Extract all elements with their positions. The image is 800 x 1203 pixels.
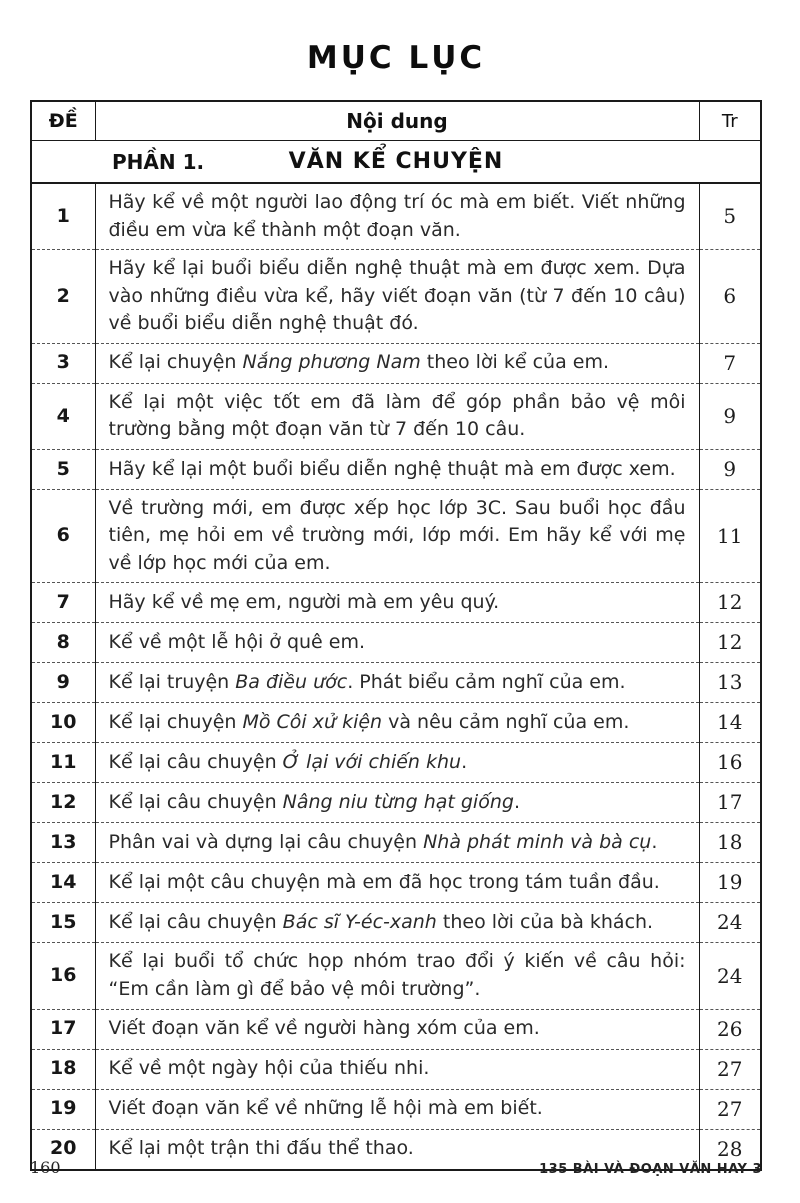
row-number: 16 bbox=[31, 943, 95, 1009]
row-page: 5 bbox=[699, 183, 761, 250]
row-number: 19 bbox=[31, 1089, 95, 1129]
row-content: Kể lại câu chuyện Nâng niu từng hạt giống. bbox=[95, 783, 699, 823]
row-page: 11 bbox=[699, 489, 761, 583]
row-content: Kể lại câu chuyện Bác sĩ Y-éc-xanh theo lời của bà khách. bbox=[95, 903, 699, 943]
table-row bbox=[31, 663, 761, 703]
row-content: Hãy kể về một người lao động trí óc mà em biết. Viết những điều em vừa kể thành một đoạn văn. bbox=[95, 183, 699, 250]
table-row bbox=[31, 449, 761, 489]
section-header-row bbox=[31, 141, 761, 184]
row-number: 15 bbox=[31, 903, 95, 943]
row-number: 20 bbox=[31, 1129, 95, 1170]
page-footer bbox=[30, 1158, 762, 1177]
section-title: VĂN KỂ CHUYỆN bbox=[288, 149, 504, 174]
footer-page-number: 160 bbox=[30, 1158, 61, 1177]
table-row bbox=[31, 823, 761, 863]
table-row bbox=[31, 783, 761, 823]
table-row bbox=[31, 489, 761, 583]
row-content: Kể lại buổi tổ chức họp nhóm trao đổi ý kiến về câu hỏi: “Em cần làm gì để bảo vệ môi trường”. bbox=[95, 943, 699, 1009]
table-header-row bbox=[31, 101, 761, 141]
table-row bbox=[31, 183, 761, 250]
table-row bbox=[31, 863, 761, 903]
row-content: Viết đoạn văn kể về những lễ hội mà em biết. bbox=[95, 1089, 699, 1129]
column-header-noi-dung: Nội dung bbox=[95, 101, 699, 141]
toc-body bbox=[31, 183, 761, 1170]
table-row bbox=[31, 943, 761, 1009]
row-number: 14 bbox=[31, 863, 95, 903]
row-number: 10 bbox=[31, 703, 95, 743]
row-page: 16 bbox=[699, 743, 761, 783]
table-row bbox=[31, 623, 761, 663]
row-content: Kể lại một trận thi đấu thể thao. bbox=[95, 1129, 699, 1170]
footer-book-title: 135 BÀI VÀ ĐOẠN VĂN HAY 3 bbox=[539, 1162, 762, 1177]
row-page: 24 bbox=[699, 943, 761, 1009]
row-page: 6 bbox=[699, 250, 761, 344]
table-of-contents bbox=[30, 100, 762, 1171]
row-number: 18 bbox=[31, 1049, 95, 1089]
row-content: Hãy kể về mẹ em, người mà em yêu quý. bbox=[95, 583, 699, 623]
row-page: 9 bbox=[699, 449, 761, 489]
row-content: Kể lại câu chuyện Ở lại với chiến khu. bbox=[95, 743, 699, 783]
row-content: Kể lại truyện Ba điều ước. Phát biểu cảm nghĩ của em. bbox=[95, 663, 699, 703]
row-number: 8 bbox=[31, 623, 95, 663]
row-content: Kể lại một việc tốt em đã làm để góp phần bảo vệ môi trường bằng một đoạn văn từ 7 đến 10 câu. bbox=[95, 383, 699, 449]
row-number: 3 bbox=[31, 343, 95, 383]
row-page: 12 bbox=[699, 623, 761, 663]
row-content: Về trường mới, em được xếp học lớp 3C. Sau buổi học đầu tiên, mẹ hỏi em về trường mới, lớp mới. Em hãy kể với mẹ về lớp học mới của em. bbox=[95, 489, 699, 583]
row-page: 24 bbox=[699, 903, 761, 943]
table-row bbox=[31, 703, 761, 743]
row-page: 19 bbox=[699, 863, 761, 903]
row-content: Phân vai và dựng lại câu chuyện Nhà phát minh và bà cụ. bbox=[95, 823, 699, 863]
table-row bbox=[31, 1009, 761, 1049]
row-number: 4 bbox=[31, 383, 95, 449]
row-number: 2 bbox=[31, 250, 95, 344]
row-number: 1 bbox=[31, 183, 95, 250]
row-page: 13 bbox=[699, 663, 761, 703]
row-content: Hãy kể lại buổi biểu diễn nghệ thuật mà em được xem. Dựa vào những điều vừa kể, hãy viết đoạn văn (từ 7 đến 10 câu) về buổi biểu diễn nghệ thuật đó. bbox=[95, 250, 699, 344]
row-page: 26 bbox=[699, 1009, 761, 1049]
row-number: 6 bbox=[31, 489, 95, 583]
row-content: Kể lại một câu chuyện mà em đã học trong tám tuần đầu. bbox=[95, 863, 699, 903]
table-row bbox=[31, 1089, 761, 1129]
table-row bbox=[31, 743, 761, 783]
column-header-de: ĐỀ bbox=[31, 101, 95, 141]
row-number: 12 bbox=[31, 783, 95, 823]
row-page: 27 bbox=[699, 1089, 761, 1129]
section-label: PHẦN 1. bbox=[112, 149, 205, 174]
row-content: Kể lại chuyện Nắng phương Nam theo lời kể của em. bbox=[95, 343, 699, 383]
row-page: 9 bbox=[699, 383, 761, 449]
row-number: 5 bbox=[31, 449, 95, 489]
row-content: Kể về một ngày hội của thiếu nhi. bbox=[95, 1049, 699, 1089]
row-number: 9 bbox=[31, 663, 95, 703]
row-content: Kể lại chuyện Mồ Côi xử kiện và nêu cảm nghĩ của em. bbox=[95, 703, 699, 743]
page-title: MỤC LỤC bbox=[306, 40, 486, 76]
row-page: 14 bbox=[699, 703, 761, 743]
row-page: 17 bbox=[699, 783, 761, 823]
row-page: 27 bbox=[699, 1049, 761, 1089]
row-number: 7 bbox=[31, 583, 95, 623]
row-content: Viết đoạn văn kể về người hàng xóm của em. bbox=[95, 1009, 699, 1049]
row-page: 12 bbox=[699, 583, 761, 623]
row-number: 11 bbox=[31, 743, 95, 783]
column-header-tr: Tr bbox=[699, 101, 761, 141]
table-row bbox=[31, 1049, 761, 1089]
table-row bbox=[31, 383, 761, 449]
row-content: Hãy kể lại một buổi biểu diễn nghệ thuật mà em được xem. bbox=[95, 449, 699, 489]
table-row bbox=[31, 903, 761, 943]
table-row bbox=[31, 250, 761, 344]
row-page: 28 bbox=[699, 1129, 761, 1170]
row-number: 13 bbox=[31, 823, 95, 863]
row-content: Kể về một lễ hội ở quê em. bbox=[95, 623, 699, 663]
table-row bbox=[31, 583, 761, 623]
row-number: 17 bbox=[31, 1009, 95, 1049]
table-row bbox=[31, 343, 761, 383]
row-page: 7 bbox=[699, 343, 761, 383]
row-page: 18 bbox=[699, 823, 761, 863]
